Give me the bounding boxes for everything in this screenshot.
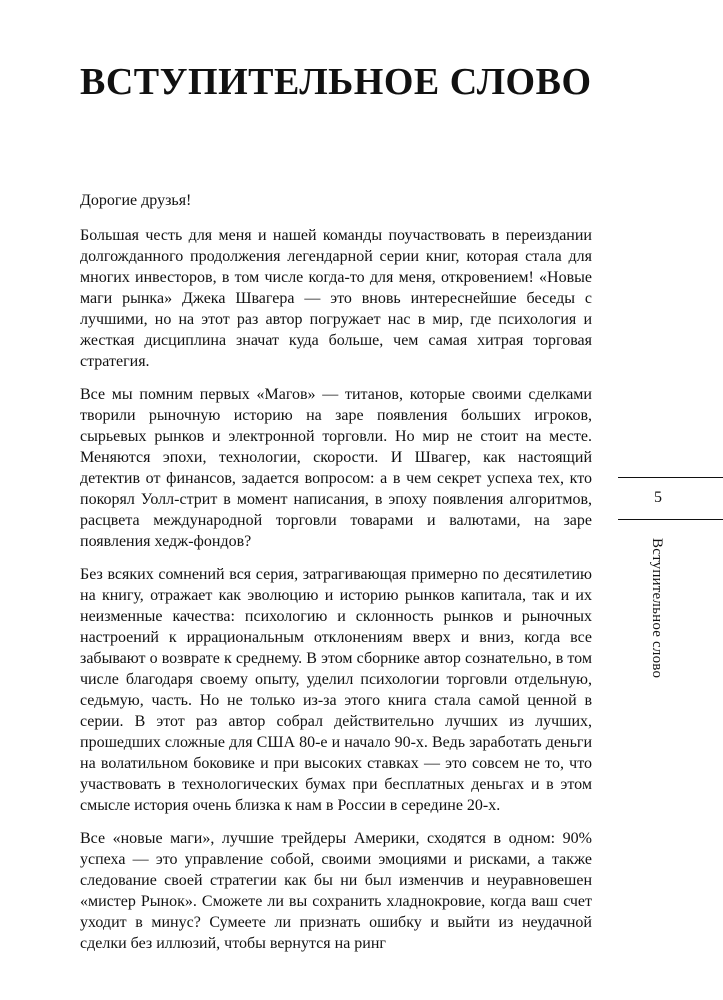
running-head: Вступительное слово — [649, 538, 665, 679]
paragraph: Большая честь для меня и нашей команды поучаствовать в переиздании долгожданного продолжения легендарной серии книг, которая стала для многих инвесторов, в том числе когда-то для меня, откровением! «Новые маги рынка» Джека Швагера — это вновь интереснейшие беседы с лучшими, но на этот раз автор погружает нас в мир, где психология и жесткая дисциплина значат куда больше, чем самая хитрая торговая стратегия. — [80, 227, 592, 370]
page-number-rule-top — [618, 477, 723, 478]
chapter-title: ВСТУПИТЕЛЬНОЕ СЛОВО — [80, 61, 592, 103]
page-number-rule-bottom — [618, 519, 723, 520]
paragraph: Все «новые маги», лучшие трейдеры Америки, сходятся в одном: 90% успеха — это управление собой, своими эмоциями и рисками, а также следование своей стратегии как бы ни был изменчив и неуравновешен «мистер Рынок». Сможете ли вы сохранить хладнокровие, когда ваш счет уходит в минус? Сумеете ли признать ошибку и выйти из неудачной сделки без иллюзий, чтобы вернутся на ринг — [80, 830, 592, 952]
page-number: 5 — [654, 489, 662, 506]
paragraph: Без всяких сомнений вся серия, затрагивающая примерно по десятилетию на книгу, отражает как эволюцию и историю рынков капитала, так и их неизменные качества: психологию и склонность рынков и рыночных настроений к иррациональным отклонениям вверх и вниз, когда все забывают о возврате к среднему. В этом сборнике автор сознательно, в том числе благодаря своему опыту, уделил психологии торговли отдельную, седьмую, часть. Но не только из-за этого книга стала самой ценной в серии. В этот раз автор собрал действительно лучших из лучших, прошедших сложные для США 80-е и начало 90-х. Ведь заработать деньги на волатильном боковике и при высоких ставках — это совсем не то, что участвовать в технологических бумах при бесплатных деньгах и в этом смысле история очень близка к нам в России в середине 20-х. — [80, 566, 592, 814]
paragraph: Все мы помним первых «Магов» — титанов, которые своими сделками творили рыночную историю на заре появления больших игроков, сырьевых рынков и электронной торговли. Но мир не стоит на месте. Меняются эпохи, технологии, скорости. И Швагер, как настоящий детектив от финансов, задается вопросом: а в чем секрет успеха тех, кто покорял Уолл-стрит в момент написания, в эпоху появления алгоритмов, расцвета международной торговли товарами и валютами, на заре появления хедж-фондов? — [80, 386, 592, 550]
body-text — [80, 190, 592, 966]
greeting: Дорогие друзья! — [80, 192, 192, 209]
